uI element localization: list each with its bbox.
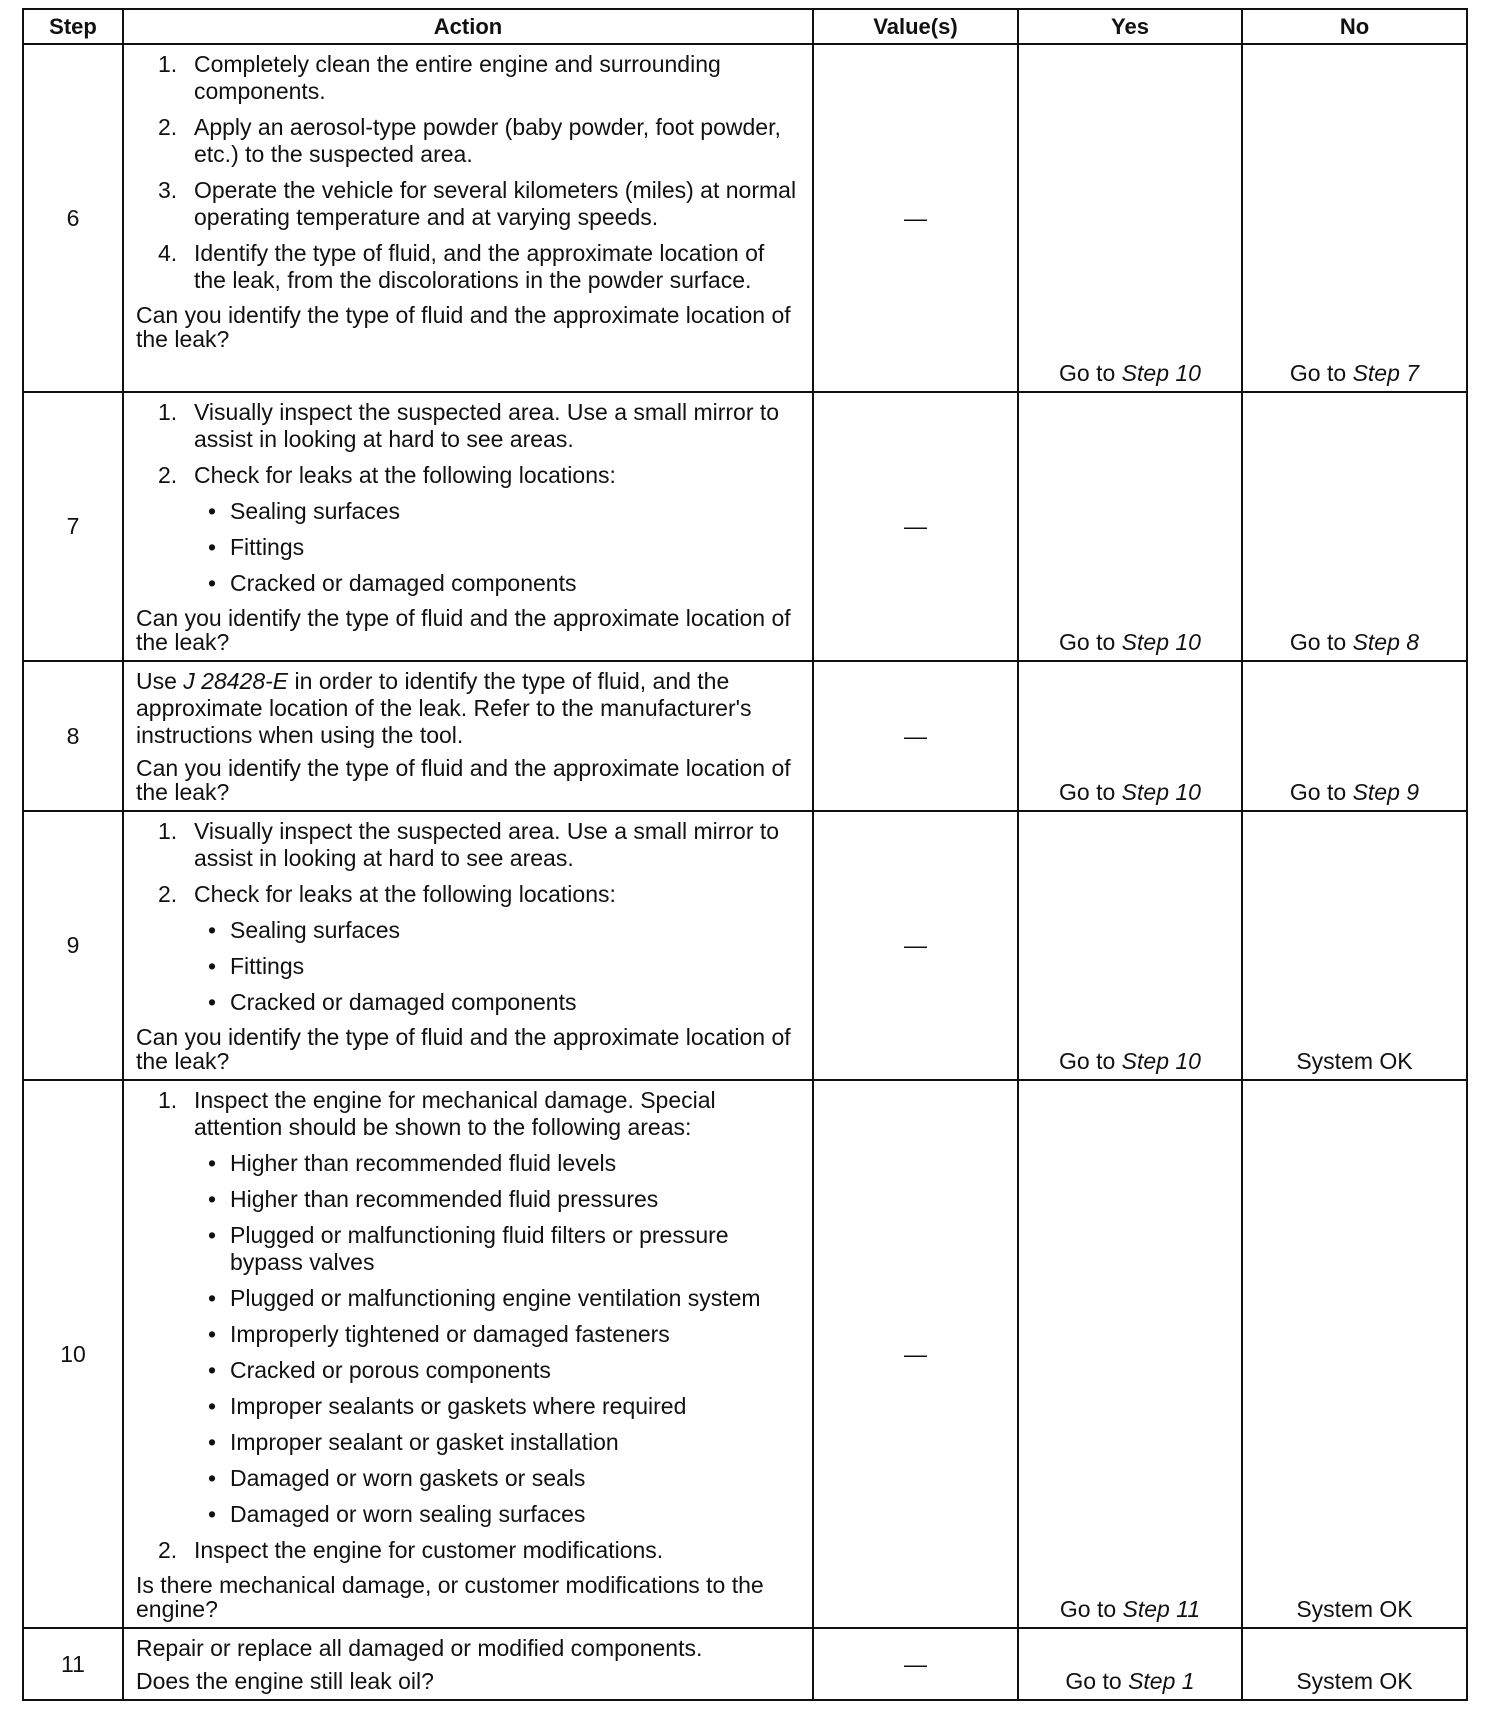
header-no: No <box>1242 9 1467 44</box>
list-item <box>136 881 802 908</box>
table-row <box>23 44 1467 392</box>
bullet-item: • Cracked or damaged components <box>136 989 802 1016</box>
bullet-item: • Damaged or worn sealing surfaces <box>136 1501 802 1528</box>
yes-result <box>1018 1080 1242 1628</box>
list-item <box>136 462 802 489</box>
step-link: Step 8 <box>1352 629 1420 655</box>
item-number: 1. <box>158 399 178 425</box>
list-item <box>136 1537 802 1564</box>
bullet-item: • Sealing surfaces <box>136 917 802 944</box>
question-text: Can you identify the type of fluid and the approximate location of the leak? <box>136 605 791 655</box>
tool-name: J 28428-E <box>183 668 289 694</box>
table-row <box>23 1080 1467 1628</box>
no-result <box>1242 44 1467 392</box>
para-text: in order to identify the type of fluid, and the approximate location of the leak. Refer to the manufacturer's instructions when using the tool. <box>136 668 752 748</box>
question-text: Can you identify the type of fluid and the approximate location of the leak? <box>136 302 791 352</box>
para-prefix: Use <box>136 668 177 694</box>
header-values: Value(s) <box>813 9 1018 44</box>
action-cell <box>123 1080 813 1628</box>
item-text: Operate the vehicle for several kilometers (miles) at normal operating temperature and at varying speeds. <box>194 177 797 230</box>
goto-label: Go to <box>1059 1048 1116 1074</box>
table-row <box>23 1628 1467 1700</box>
header-action: Action <box>123 9 813 44</box>
action-cell <box>123 661 813 811</box>
bullet-item: • Damaged or worn gaskets or seals <box>136 1465 802 1492</box>
step-link: Step 10 <box>1121 629 1201 655</box>
step-link: Step 11 <box>1122 1596 1201 1622</box>
step-number: 7 <box>23 392 123 661</box>
instruction-paragraph: Repair or replace all damaged or modified components. <box>136 1635 703 1661</box>
list-item <box>136 51 802 105</box>
instruction-paragraph <box>136 668 802 749</box>
question-text: Can you identify the type of fluid and the approximate location of the leak? <box>136 1024 791 1074</box>
item-number: 2. <box>158 114 178 140</box>
value-dash: — <box>813 392 1018 661</box>
item-text: Apply an aerosol-type powder (baby powder, foot powder, etc.) to the suspected area. <box>194 114 781 167</box>
header-step: Step <box>23 9 123 44</box>
question-text: Is there mechanical damage, or customer modifications to the engine? <box>136 1572 764 1622</box>
step-link: Step 10 <box>1121 1048 1201 1074</box>
bullet-item: • Sealing surfaces <box>136 498 802 525</box>
item-text: Inspect the engine for customer modifications. <box>194 1537 664 1563</box>
value-dash: — <box>813 811 1018 1080</box>
list-item <box>136 1087 802 1141</box>
action-cell <box>123 392 813 661</box>
step-number: 10 <box>23 1080 123 1628</box>
step-number: 9 <box>23 811 123 1080</box>
yes-result <box>1018 811 1242 1080</box>
bullet-item: • Cracked or porous components <box>136 1357 802 1384</box>
no-result: System OK <box>1242 1080 1467 1628</box>
bullet-item: • Improperly tightened or damaged fasteners <box>136 1321 802 1348</box>
action-cell <box>123 44 813 392</box>
yes-result <box>1018 661 1242 811</box>
yes-result <box>1018 1628 1242 1700</box>
list-item <box>136 114 802 168</box>
table-row <box>23 392 1467 661</box>
bullet-item: • Plugged or malfunctioning fluid filters or pressure bypass valves <box>136 1222 802 1276</box>
bullet-item: • Higher than recommended fluid pressures <box>136 1186 802 1213</box>
item-number: 2. <box>158 1537 178 1563</box>
item-number: 4. <box>158 240 178 266</box>
step-link: Step 10 <box>1121 360 1201 386</box>
step-number: 6 <box>23 44 123 392</box>
step-number: 8 <box>23 661 123 811</box>
header-row <box>23 9 1467 44</box>
goto-label: Go to <box>1059 779 1116 805</box>
action-cell <box>123 1628 813 1700</box>
item-number: 2. <box>158 881 178 907</box>
item-number: 1. <box>158 818 178 844</box>
bullet-item: • Plugged or malfunctioning engine ventilation system <box>136 1285 802 1312</box>
bullet-item: • Higher than recommended fluid levels <box>136 1150 802 1177</box>
item-text: Check for leaks at the following locations: <box>194 881 616 907</box>
item-text: Inspect the engine for mechanical damage. Special attention should be shown to the following areas: <box>194 1087 716 1140</box>
value-dash: — <box>813 1080 1018 1628</box>
goto-label: Go to <box>1289 360 1347 386</box>
goto-label: Go to <box>1065 1668 1122 1694</box>
step-link: Step 7 <box>1352 360 1420 386</box>
list-item <box>136 177 802 231</box>
no-result <box>1242 661 1467 811</box>
value-dash: — <box>813 661 1018 811</box>
list-item <box>136 240 802 294</box>
bullet-item: • Fittings <box>136 534 802 561</box>
question-text: Can you identify the type of fluid and the approximate location of the leak? <box>136 755 791 805</box>
bullet-item: • Improper sealant or gasket installation <box>136 1429 802 1456</box>
item-text: Visually inspect the suspected area. Use a small mirror to assist in looking at hard to see areas. <box>194 399 780 452</box>
list-item <box>136 818 802 872</box>
table-row <box>23 661 1467 811</box>
list-item <box>136 399 802 453</box>
goto-label: Go to <box>1059 629 1116 655</box>
diagnostic-table <box>22 8 1468 1701</box>
item-number: 1. <box>158 51 178 77</box>
goto-label: Go to <box>1289 629 1347 655</box>
yes-result <box>1018 44 1242 392</box>
item-number: 3. <box>158 177 178 203</box>
table-row <box>23 811 1467 1080</box>
bullet-item: • Fittings <box>136 953 802 980</box>
item-text: Completely clean the entire engine and surrounding components. <box>194 51 721 104</box>
item-text: Identify the type of fluid, and the approximate location of the leak, from the discolorations in the powder surface. <box>194 240 765 293</box>
step-link: Step 9 <box>1352 779 1420 805</box>
no-result: System OK <box>1242 811 1467 1080</box>
goto-label: Go to <box>1059 1596 1117 1622</box>
goto-label: Go to <box>1059 360 1116 386</box>
bullet-item: • Improper sealants or gaskets where required <box>136 1393 802 1420</box>
no-result: System OK <box>1242 1628 1467 1700</box>
yes-result <box>1018 392 1242 661</box>
bullet-item: • Cracked or damaged components <box>136 570 802 597</box>
step-link: Step 1 <box>1128 1668 1195 1694</box>
item-text: Check for leaks at the following locations: <box>194 462 616 488</box>
question-text: Does the engine still leak oil? <box>136 1668 434 1694</box>
item-number: 1. <box>158 1087 178 1113</box>
goto-label: Go to <box>1289 779 1347 805</box>
value-dash: — <box>813 44 1018 392</box>
step-number: 11 <box>23 1628 123 1700</box>
item-text: Visually inspect the suspected area. Use a small mirror to assist in looking at hard to see areas. <box>194 818 780 871</box>
value-dash: — <box>813 1628 1018 1700</box>
header-yes: Yes <box>1018 9 1242 44</box>
step-link: Step 10 <box>1121 779 1201 805</box>
item-number: 2. <box>158 462 178 488</box>
action-cell <box>123 811 813 1080</box>
no-result <box>1242 392 1467 661</box>
